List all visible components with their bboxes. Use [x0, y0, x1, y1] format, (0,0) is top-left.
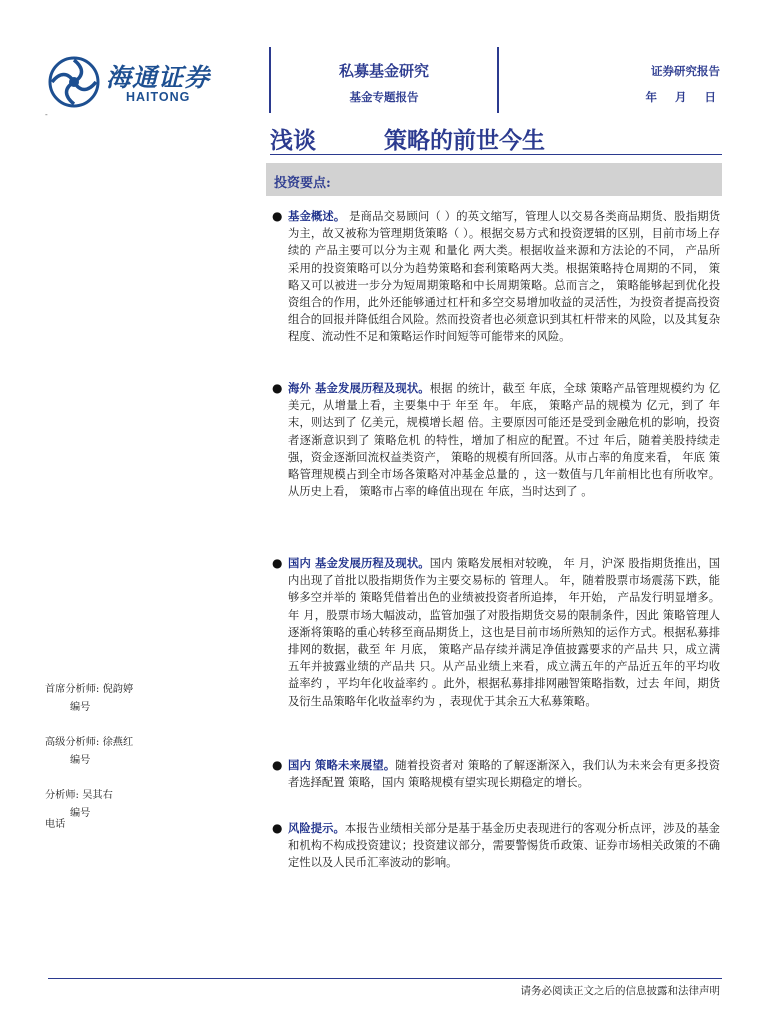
- summary-paragraph: [288, 380, 720, 550]
- bullet-icon: ●: [272, 758, 283, 772]
- page-title-prefix: 浅谈: [270, 127, 316, 154]
- logo-chinese-name: 海通证券: [106, 63, 211, 92]
- dash-mark: -: [45, 110, 48, 119]
- paragraph-text: 根据 的统计，截至 年底，全球 策略产品管理规模约为 亿美元，从增量上看，主要集中于 年至 年。 年底， 策略产品的规模为 亿元，到了 年末，则达到了 亿美元，规模增长超 倍。主要原因可能还是受到金融危机的影响，投资者逐渐意识到了 策略危机 的特性，增加了相应的配置。不过 年后，随着美股持续走强，资金逐渐回流权益类资产， 策略的规模有所回落。从市占率的角度来看， 年底 策略管理规模占到全市场各策略对冲基金总量的 ，这一数值与几年前相比也有所收窄。从历史上看， 策略市占率的峰值出现在 年底，当时达到了 。: [288, 382, 720, 499]
- report-category: 私募基金研究: [338, 62, 429, 80]
- paragraph-heading: 国内 策略未来展望。: [288, 758, 396, 772]
- page-title: 策略的前世今生: [384, 127, 545, 154]
- analyst-id: 编号: [70, 808, 91, 819]
- bullet-icon: ●: [272, 821, 283, 835]
- footer-disclaimer: 请务必阅读正文之后的信息披露和法律声明: [520, 985, 720, 997]
- senior-analyst-id: 编号: [70, 755, 91, 766]
- footer-rule: [48, 978, 722, 979]
- paragraph-heading: 基金概述。: [288, 209, 346, 223]
- chief-analyst: 首席分析师: 倪韵婷: [45, 684, 134, 695]
- paragraph-text: 国内 策略发展相对较晚， 年 月，沪深 股指期货推出，国内出现了首批以股指期货作为主要交易标的 管理人。 年，随着股票市场震荡下跌，能够多空并举的 策略凭借着出色的业绩被投资者所追捧， 年开始， 产品发行明显增多。 年 月，股票市场大幅波动，监管加强了对股指期货交易的限制条件，因此 策略管理人逐渐将策略的重心转移至商品期货上，这也是目前市场所熟知的运作方式。根据私募排排网的数据，截至 年 月底， 策略产品存续并满足净值披露要求的产品共 只，成立满五年并披露业绩的产品共 只。从产品业绩上来看，成立满五年的产品近五年的平均收益率约 ，平均年化收益率约 。此外，根据私募排排网融智策略指数，过去 年间，期货及衍生品策略年化收益率约为 ，表现优于其余五大私募策略。: [288, 557, 720, 708]
- report-date: 年 月 日: [645, 90, 716, 104]
- bullet-icon: ●: [272, 381, 283, 395]
- analyst-phone: 电话: [45, 819, 66, 830]
- paragraph-heading: 海外 基金发展历程及现状。: [288, 381, 430, 395]
- senior-analyst: 高级分析师: 徐燕红: [45, 737, 134, 748]
- key-points-label: 投资要点:: [274, 176, 331, 191]
- bullet-icon: ●: [272, 209, 283, 223]
- haitong-logo-icon: [48, 56, 100, 108]
- paragraph-heading: 国内 基金发展历程及现状。: [288, 556, 430, 570]
- analyst: 分析师: 吴其右: [45, 790, 113, 801]
- summary-paragraph: [288, 555, 720, 750]
- paragraph-text: 随着投资者对 策略的了解逐渐深入，我们认为未来会有更多投资者选择配置 策略，国内 策略规模有望实现长期稳定的增长。: [288, 759, 720, 790]
- summary-paragraph: [288, 820, 720, 872]
- bullet-icon: ●: [272, 556, 283, 570]
- report-subcategory: 基金专题报告: [349, 90, 419, 104]
- title-underline: [270, 154, 722, 155]
- logo-english-name: HAITONG: [126, 90, 191, 104]
- key-points-bar: [266, 163, 722, 196]
- summary-paragraph: [288, 757, 720, 809]
- report-type: 证券研究报告: [651, 64, 720, 78]
- chief-analyst-id: 编号: [70, 702, 91, 713]
- paragraph-text: 是商品交易顾问（ ）的英文缩写，管理人以交易各类商品期货、股指期货为主，故又被称为管理期货策略（ ）。根据交易方式和投资逻辑的区别，目前市场上存续的 产品主要可以分为主观 和量化 两大类。根据收益来源和方法论的不同， 产品所采用的投资策略可以分为趋势策略和套利策略两大类。根据策略持仓周期的不同， 策略又可以被进一步分为短周期策略和中长周期策略。总而言之， 策略能够起到优化投资组合的作用，此外还能够通过杠杆和多空交易增加收益的灵活性，为投资者提高投资组合的回报并降低组合风险。然而投资者也必须意识到其杠杆带来的风险，以及其复杂程度、流动性不足和策略运作时间短等可能带来的风险。: [288, 210, 720, 344]
- summary-paragraph: [288, 208, 720, 368]
- paragraph-heading: 风险提示。: [288, 821, 345, 835]
- paragraph-text: 本报告业绩相关部分是基于基金历史表现进行的客观分析点评，涉及的基金和机构不构成投资建议；投资建议部分，需要警惕货币政策、证券市场相关政策的不确定性以及人民币汇率波动的影响。: [288, 822, 720, 870]
